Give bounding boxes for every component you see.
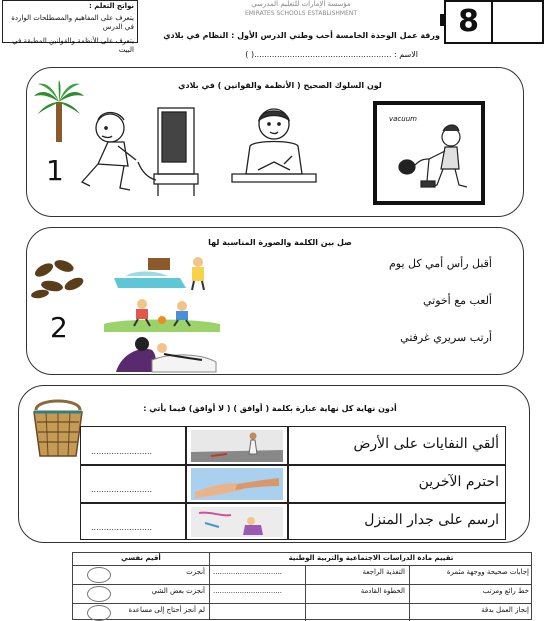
outcome-line-2: يتعرف على الأنظمة والقوانين المطبقة في البيت [12,37,134,54]
section3-instruction: أدون نهاية كل نهاية عبارة بكلمة ( أوافق ) ( لا أوافق) فيما يأتي : [143,404,397,413]
assessment-divider [73,584,531,585]
littering-image [191,430,283,462]
grade-number: 8 [458,4,479,39]
wall-drawing-image [191,507,283,537]
criteria-2: خط رائع ومرتب [482,587,529,595]
assessment-col-divider [409,565,410,621]
feedback-label: التغذية الراجعة [362,568,405,576]
vacuum-picture-frame [373,101,485,205]
name-dots[interactable]: ...................................................... [254,50,392,59]
self-item-need-help: لم أنجز أحتاج إلى مساعدة [128,606,205,614]
table-row-divider [81,464,505,466]
section1-number: 1 [46,154,64,187]
feedback-dots[interactable]: ............................... [213,568,282,576]
name-line [128,50,418,60]
sad-face-icon[interactable] [87,605,111,621]
outcome-line-1: يتعرف على المفاهيم والمصطلحات الواردة في الدرس [11,14,134,31]
criteria-3: إنجاز العمل بدقة [481,606,529,614]
vacuum-boy-illustration [397,119,477,197]
vacuum-label: vacuum [389,115,417,123]
smiley-face-icon[interactable] [87,567,111,583]
self-item-done: أنجزت [186,568,205,576]
section2-word-2: ألعب مع أخوتي [422,294,492,307]
school-name-ar: مؤسسة الإمارات للتعليم المدرسي [251,0,351,8]
criteria-1: إجابات صحيحة ووجهة مثمرة [446,568,529,576]
header-marker [440,14,444,26]
assessment-divider [73,565,531,566]
school-logo-text [236,0,366,18]
table-row-statement: احترم الآخرين [418,474,499,490]
section2-word-1: أقبل رأس أمي كل يوم [389,257,492,270]
assessment-title: تقييم مادة الدراسات الاجتماعية والتربية الوطنية [288,554,454,562]
grade-box [444,0,544,44]
name-label: الاسم : [391,50,418,59]
agree-table [80,426,506,540]
section1-instruction: لون السلوك الصحيح ( الأنظمة والقوانين ) في بلادي [178,81,382,90]
basket-icon [28,396,88,458]
next-step-label: الخطوة القادمة [360,587,405,595]
section2-word-3: أرتب سريري غرفتي [400,331,492,344]
children-playing-illustration [104,296,220,332]
worksheet-title: ورقة عمل الوحدة الخامسة أحب وطني الدرس الأول : النظام في بلادي [163,31,440,40]
table-row-divider [81,502,505,504]
table-row-statement: ألقي النفايات على الأرض [353,436,499,452]
assessment-divider [73,603,531,604]
kissing-mother-illustration [112,334,220,374]
next-step-dots[interactable]: ............................... [213,587,282,595]
table-row-answer[interactable]: ........................ [91,523,153,532]
table-row-answer[interactable]: ........................ [91,485,153,494]
handshake-image [191,468,283,500]
section2-instruction: صل بين الكلمة والصورة المناسبة لها [208,238,352,247]
learning-outcomes-box [2,0,138,54]
grade-box-divider [491,2,493,42]
making-bed-illustration [110,256,220,292]
school-name-en: EMIRATES SCHOOLS ESTABLISHMENT [244,10,358,17]
table-col-divider [287,427,289,539]
boy-near-tv-illustration [68,102,208,198]
assessment-col-divider [305,565,306,621]
table-row-answer[interactable]: ........................ [91,447,153,456]
table-col-divider [185,427,187,539]
table-row-statement: ارسم على جدار المنزل [364,512,499,528]
self-item-partial: أنجزت بعض الشي [151,587,205,595]
boy-writing-illustration [228,104,320,196]
section2-number: 2 [50,311,68,344]
neutral-face-icon[interactable] [87,586,111,602]
class-label[interactable]: ( ) [245,50,255,59]
leaves-icon [30,256,92,302]
outcomes-title: نواتج التعلم : [89,2,134,10]
assessment-table [72,552,532,620]
self-assess-title: أقيم نفسي [121,554,161,562]
